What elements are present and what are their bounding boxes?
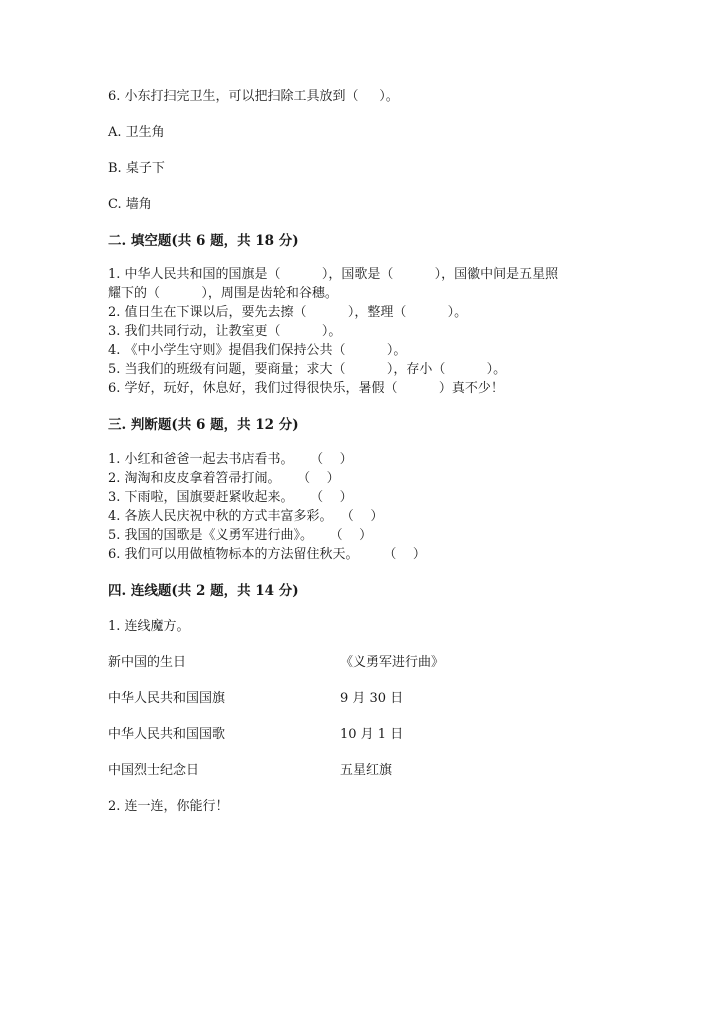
match-right-4: 五星红旗 xyxy=(340,763,393,778)
match-right-2: 9 月 30 日 xyxy=(340,691,404,706)
q6-option-a: A. 卫生角 xyxy=(108,125,165,140)
judge-item-2: 2. 淘淘和皮皮拿着笤帚打闹。 （ ） xyxy=(108,471,340,486)
match-left-3: 中华人民共和国国歌 xyxy=(108,727,226,742)
section3-heading: 三. 判断题(共 6 题，共 12 分) xyxy=(108,417,299,433)
match-left-1: 新中国的生日 xyxy=(108,655,187,670)
fill-item-3: 3. 我们共同行动，让教室更（ ）。 xyxy=(108,324,342,339)
fill-item-5: 5. 当我们的班级有问题，要商量；求大（ ），存小（ ）。 xyxy=(108,362,507,377)
q6-stem: 6. 小东打扫完卫生，可以把扫除工具放到（ ）。 xyxy=(108,89,399,104)
judge-item-5: 5. 我国的国歌是《义勇军进行曲》。 （ ） xyxy=(108,528,373,543)
fill-item-6: 6. 学好，玩好，休息好，我们过得很快乐，暑假（ ）真不少！ xyxy=(108,381,504,396)
fill-item-4: 4. 《中小学生守则》提倡我们保持公共（ ）。 xyxy=(108,343,407,358)
fill-item-2: 2. 值日生在下课以后，要先去擦（ ），整理（ ）。 xyxy=(108,305,468,320)
q6-option-c: C. 墙角 xyxy=(108,197,152,212)
match-right-1: 《义勇军进行曲》 xyxy=(340,655,445,670)
section2-heading: 二. 填空题(共 6 题，共 18 分) xyxy=(108,233,299,249)
judge-item-6: 6. 我们可以用做植物标本的方法留住秋天。 （ ） xyxy=(108,547,426,562)
fill-item-1-cont: 耀下的（ ），周围是齿轮和谷穗。 xyxy=(108,286,338,301)
match-q1-title: 1. 连线魔方。 xyxy=(108,619,190,634)
match-left-4: 中国烈士纪念日 xyxy=(108,763,200,778)
match-q2-title: 2. 连一连，你能行！ xyxy=(108,799,229,814)
section4-heading: 四. 连线题(共 2 题，共 14 分) xyxy=(108,583,299,599)
judge-item-1: 1. 小红和爸爸一起去书店看书。 （ ） xyxy=(108,452,353,467)
judge-item-3: 3. 下雨啦，国旗要赶紧收起来。 （ ） xyxy=(108,490,353,505)
judge-item-4: 4. 各族人民庆祝中秋的方式丰富多彩。 （ ） xyxy=(108,509,384,524)
match-right-3: 10 月 1 日 xyxy=(340,727,404,742)
q6-option-b: B. 桌子下 xyxy=(108,161,165,176)
match-left-2: 中华人民共和国国旗 xyxy=(108,691,226,706)
fill-item-1: 1. 中华人民共和国的国旗是（ ），国歌是（ ），国徽中间是五星照 xyxy=(108,267,559,282)
